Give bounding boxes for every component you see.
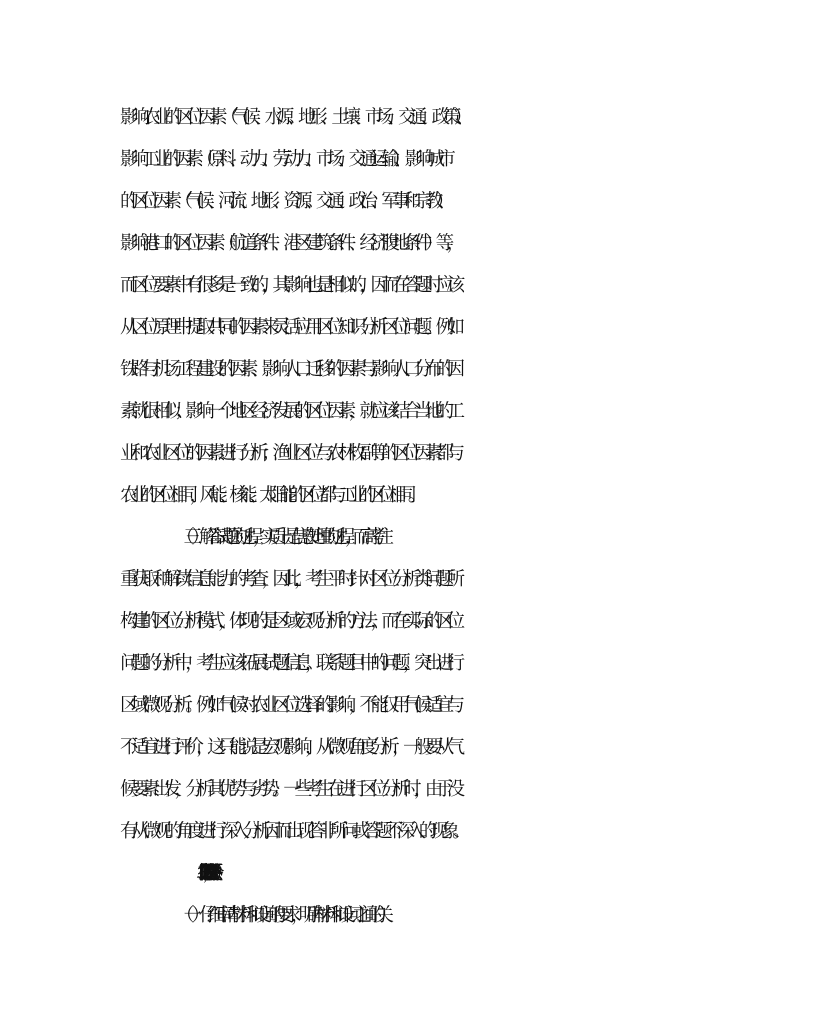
- text-line: 影响工业的因素（原料、动力、劳动力、市场、交通运输）、影响城市: [120, 149, 449, 170]
- text-line: 区域微观分析。例如气候对农业区位选择的影响，不能仅用气候适宜与: [120, 695, 458, 716]
- text-line: 而区位要素中有很多是一致的，其影响也是相似的，因而在答题时应该: [120, 275, 458, 296]
- text-line: 素就很相似；影响一个地区经济发展的区位因素，就应该结合当地的工: [120, 401, 458, 422]
- text-line: 构建的区位分析模式，体现的是区域宏观分析的方法，而在实际的区位: [120, 611, 458, 632]
- text-line: 业和农业区位的因素进行分析；渔业区位与农林牧副等的区位因素都与: [120, 443, 458, 464]
- text-line: 农业的区位相同，风能、核能、太阳能的区位都与工业的区位相同。: [120, 485, 418, 506]
- text-line: （三）解答试题的过程，实质上是信息处理的过程，而高考注: [176, 527, 384, 548]
- text-line: 影响农业的区位因素（气候、水源、地形、土壤、市场、交通、政策）、: [120, 107, 467, 128]
- text-line: 影响港口的区位因素（航道条件、港区建筑条件、经济腹地条件）等，: [120, 233, 458, 254]
- text-line: 问题的分析中，考生应该拓展试题信息，联系题目中的问题，突出进行: [120, 653, 458, 674]
- text-line: 重获取和解读信息能力的考查，因此，考生平时针对区位分析类问题所: [120, 569, 458, 590]
- text-line: 铁路与机场工程建设的因素、影响人口迁移的因素与影响人口分布的因: [120, 359, 458, 380]
- text-line: 有从微观的角度进行深入分析,因而出现答非所问或答题不深入的现象。: [120, 821, 464, 842]
- text-line: 二、掌握区位问题的一般思路，避免不必要丢分。: [196, 863, 208, 884]
- text-line: 候要素出发，分析其优势与劣势。一些考生在进行区位分析时，由于没: [120, 779, 458, 800]
- text-line: 不适宜进行评价，这只能说是宏观影响，从微观角度分析，一般要从气: [120, 737, 458, 758]
- text-line: （一）仔细审清材料和设问的要求，明确材料和设问之间的关: [176, 905, 384, 926]
- text-line: 的区位因素（气候、河流、地形、资源、交通、政治、军事和宗教）、: [120, 191, 449, 212]
- text-line: 从区位原理中提取共同的因素来灵活应用区位知识分析区位问题。例如: [120, 317, 458, 338]
